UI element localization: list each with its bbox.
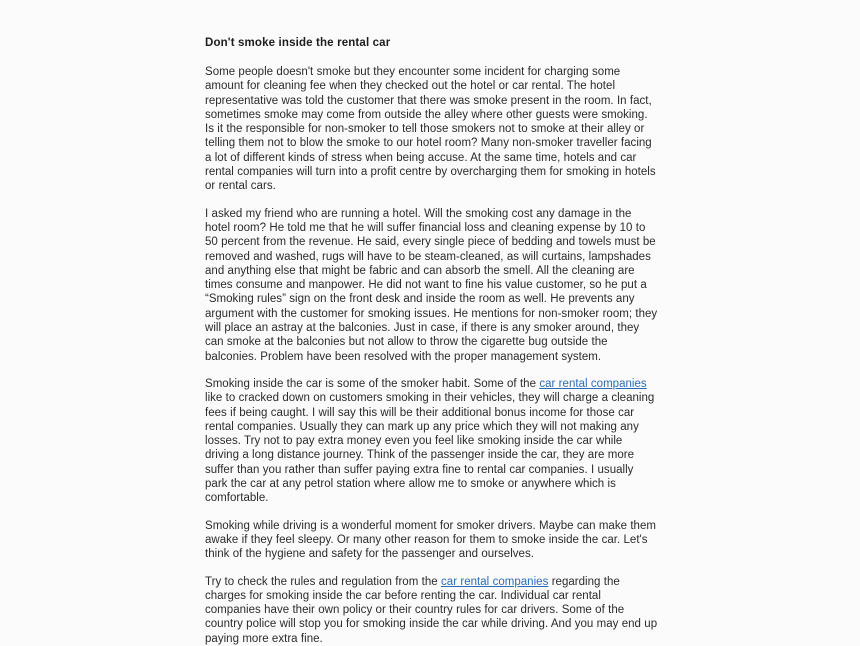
paragraph-text: I asked my friend who are running a hotel. Will the smoking cost any damage in the hotel room? He told me that he will suffer financial loss and cleaning expense by 10 to 50 percent from the revenue. He said, every single piece of bedding and towels must be removed and washed, rugs will have to be steam-cleaned, as will curtains, lampshades and anything else that might be fabric and can absorb the smell. All the cleaning are times consume and manpower. He did not want to fine his value customer, so he put a “Smoking rules” sign on the front desk and inside the room as well. He prevents any argument with the customer for smoking issues. He mentions for non-smoker room; they will place an astray at the balconies. Just in case, if there is any smoker around, they can smoke at the balconies but not allow to throw the cigarette bug outside the balconies. Problem have been resolved with the proper management system.: [205, 207, 658, 363]
article-paragraph: [205, 377, 659, 506]
paragraph-text: Some people doesn't smoke but they encounter some incident for charging some amount for cleaning fee when they checked out the hotel or car rental. The hotel representative was told the customer that there was smoke present in the room. In fact, sometimes smoke may come from outside the alley where other guests were smoking. Is it the responsible for non-smoker to tell those smokers not to smoke at their alley or telling them not to blow the smoke to our hotel room? Many non-smoker traveller facing a lot of different kinds of stress when being accuse. At the same time, hotels and car rental companies will turn into a profit centre by overcharging them for smoking in hotels or rental cars.: [205, 66, 656, 193]
paragraph-text: like to cracked down on customers smoking in their vehicles, they will charge a cleaning fees if being caught. I will say this will be their additional bonus income for those car rental companies. Usually they can mark up any price which they will not making any losses. Try not to pay extra money even you feel like smoking inside the car while driving a long distance journey. Think of the passenger inside the car, they are more suffer than you rather than suffer paying extra fine to rental car companies. I usually park the car at any petrol station where allow me to smoke or anywhere which is comfortable.: [205, 392, 655, 505]
paragraph-text: Try to check the rules and regulation from the: [205, 575, 442, 588]
car-rental-companies-link[interactable]: car rental companies: [539, 377, 647, 390]
article-paragraph: [205, 575, 659, 646]
car-rental-companies-link[interactable]: car rental companies: [441, 575, 549, 588]
article-container: [205, 36, 659, 646]
paragraph-text: Smoking inside the car is some of the smoker habit. Some of the: [205, 377, 540, 390]
article-paragraph: [205, 207, 659, 364]
paragraph-text: Smoking while driving is a wonderful moment for smoker drivers. Maybe can make them awake if they feel sleepy. Or many other reason for them to smoke inside the car. Let's think of the hygiene and safety for the passenger and ourselves.: [205, 519, 656, 561]
article-paragraph: [205, 519, 659, 562]
article-body: [205, 65, 659, 646]
page-title: Don't smoke inside the rental car: [205, 37, 391, 49]
article-paragraph: [205, 65, 659, 194]
paragraph-text: regarding the charges for smoking inside the car before renting the car. Individual car rental companies have their own policy or their country rules for car drivers. Some of the country police will stop you for smoking inside the car while driving. And you may end up paying more extra fine.: [205, 575, 658, 645]
